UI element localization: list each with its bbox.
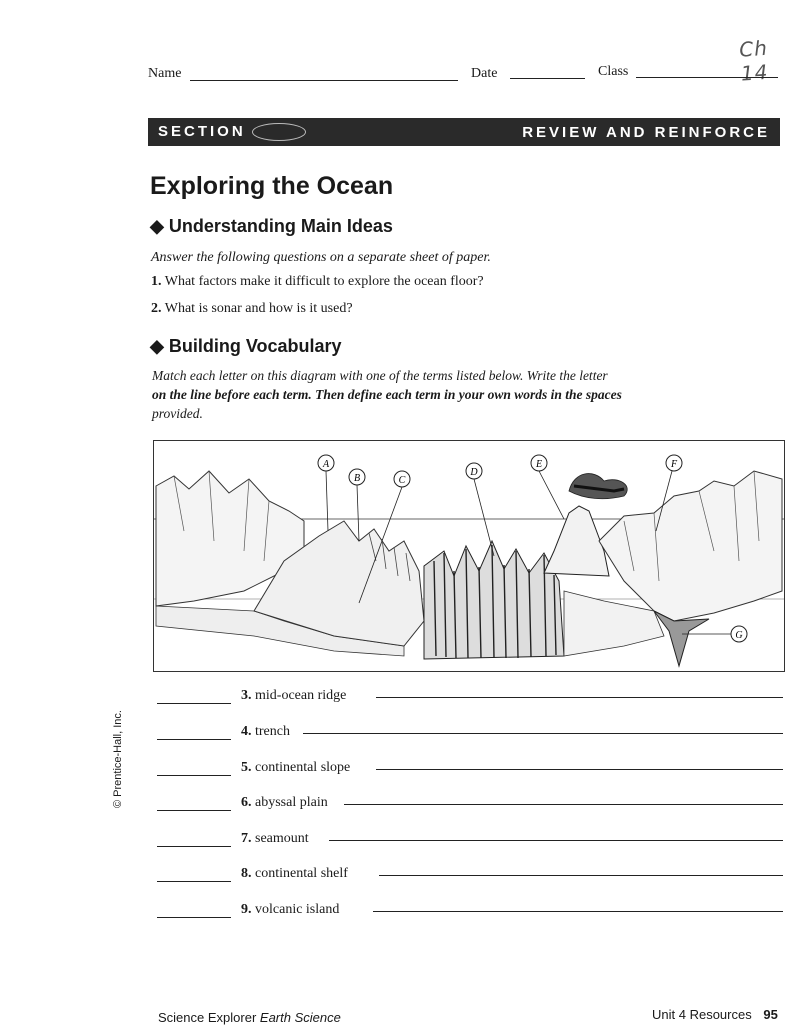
term-number: 6. <box>241 795 252 810</box>
page-number: 95 <box>763 1007 778 1022</box>
footer-series: Science Explorer <box>158 1010 257 1025</box>
term-label <box>241 688 346 704</box>
name-label: Name <box>148 66 182 81</box>
term-number: 5. <box>241 760 252 775</box>
list-item <box>157 831 787 851</box>
term-label <box>241 831 309 847</box>
section-bar <box>148 118 780 146</box>
term-text: mid-ocean ridge <box>255 688 347 703</box>
page-title: Exploring the Ocean <box>150 172 394 200</box>
list-item <box>157 724 787 744</box>
footer-book-title <box>158 1010 341 1025</box>
section-label <box>158 123 306 141</box>
term-text: seamount <box>255 831 309 846</box>
ocean-floor-diagram <box>153 440 785 672</box>
understanding-instruction: Answer the following questions on a separate sheet of paper. <box>151 250 491 265</box>
label-c: C <box>398 475 406 486</box>
definition-field[interactable] <box>344 804 783 805</box>
answer-letter-field[interactable] <box>157 739 231 740</box>
vocabulary-heading-text: Building Vocabulary <box>168 336 342 356</box>
list-item <box>157 760 787 780</box>
date-label: Date <box>471 66 498 81</box>
answer-letter-field[interactable] <box>157 775 231 776</box>
label-b: B <box>353 473 361 484</box>
term-number: 9. <box>241 902 252 917</box>
term-label <box>241 724 290 740</box>
term-number: 7. <box>241 831 252 846</box>
list-item <box>157 795 787 815</box>
question-number: 2. <box>151 301 162 316</box>
term-label <box>241 760 350 776</box>
definition-field[interactable] <box>376 769 783 770</box>
term-text: abyssal plain <box>255 795 328 810</box>
list-item <box>157 866 787 886</box>
copyright-credit: © Prentice-Hall, Inc. <box>112 710 124 808</box>
definition-field[interactable] <box>303 733 783 734</box>
term-number: 4. <box>241 724 252 739</box>
answer-letter-field[interactable] <box>157 881 231 882</box>
definition-field[interactable] <box>373 911 783 912</box>
understanding-heading <box>150 216 393 237</box>
definition-field[interactable] <box>379 875 783 876</box>
question-2 <box>151 301 353 317</box>
name-field[interactable] <box>190 80 458 81</box>
label-g: G <box>735 630 743 641</box>
vocabulary-heading <box>150 336 342 357</box>
handwritten-note: Ch 14 <box>738 35 770 86</box>
question-text: What factors make it difficult to explore the ocean floor? <box>164 274 484 289</box>
diamond-bullet-icon: ◆ <box>150 336 164 356</box>
date-field[interactable] <box>510 78 585 79</box>
definition-field[interactable] <box>329 840 783 841</box>
label-e: E <box>535 459 543 470</box>
answer-letter-field[interactable] <box>157 846 231 847</box>
term-text: continental slope <box>255 760 351 775</box>
answer-letter-field[interactable] <box>157 810 231 811</box>
label-d: D <box>470 467 478 478</box>
question-1 <box>151 274 484 290</box>
vocab-instruction-line1: Match each letter on this diagram with one of the terms listed below. Write the letter <box>152 368 608 383</box>
diamond-bullet-icon: ◆ <box>150 216 164 236</box>
class-label: Class <box>598 64 629 79</box>
list-item <box>157 688 787 708</box>
section-right-label: REVIEW AND REINFORCE <box>522 123 770 141</box>
question-text: What is sonar and how is it used? <box>164 301 353 316</box>
footer-page-info <box>652 1007 778 1022</box>
answer-letter-field[interactable] <box>157 917 231 918</box>
footer-unit: Unit 4 Resources <box>652 1007 752 1022</box>
term-label <box>241 866 348 882</box>
term-label <box>241 902 339 918</box>
question-number: 1. <box>151 274 162 289</box>
vocab-instruction-line3: provided. <box>152 406 203 421</box>
section-number-circle <box>252 123 306 141</box>
definition-field[interactable] <box>376 697 783 698</box>
list-item <box>157 902 787 922</box>
ocean-floor-illustration <box>154 441 784 671</box>
term-text: continental shelf <box>255 866 348 881</box>
term-text: volcanic island <box>255 902 340 917</box>
label-f: F <box>670 459 678 470</box>
class-field[interactable] <box>636 77 778 78</box>
label-a: A <box>322 459 330 470</box>
term-text: trench <box>255 724 290 739</box>
understanding-heading-text: Understanding Main Ideas <box>168 216 393 236</box>
term-label <box>241 795 328 811</box>
section-left-label: SECTION <box>158 122 246 140</box>
mid-ocean-ridge <box>424 541 564 659</box>
answer-letter-field[interactable] <box>157 703 231 704</box>
term-number: 3. <box>241 688 252 703</box>
footer-subject: Earth Science <box>259 1010 341 1025</box>
term-number: 8. <box>241 866 252 881</box>
vocab-instruction-line2: on the line before each term. Then define each term in your own words in the spaces <box>152 387 622 402</box>
